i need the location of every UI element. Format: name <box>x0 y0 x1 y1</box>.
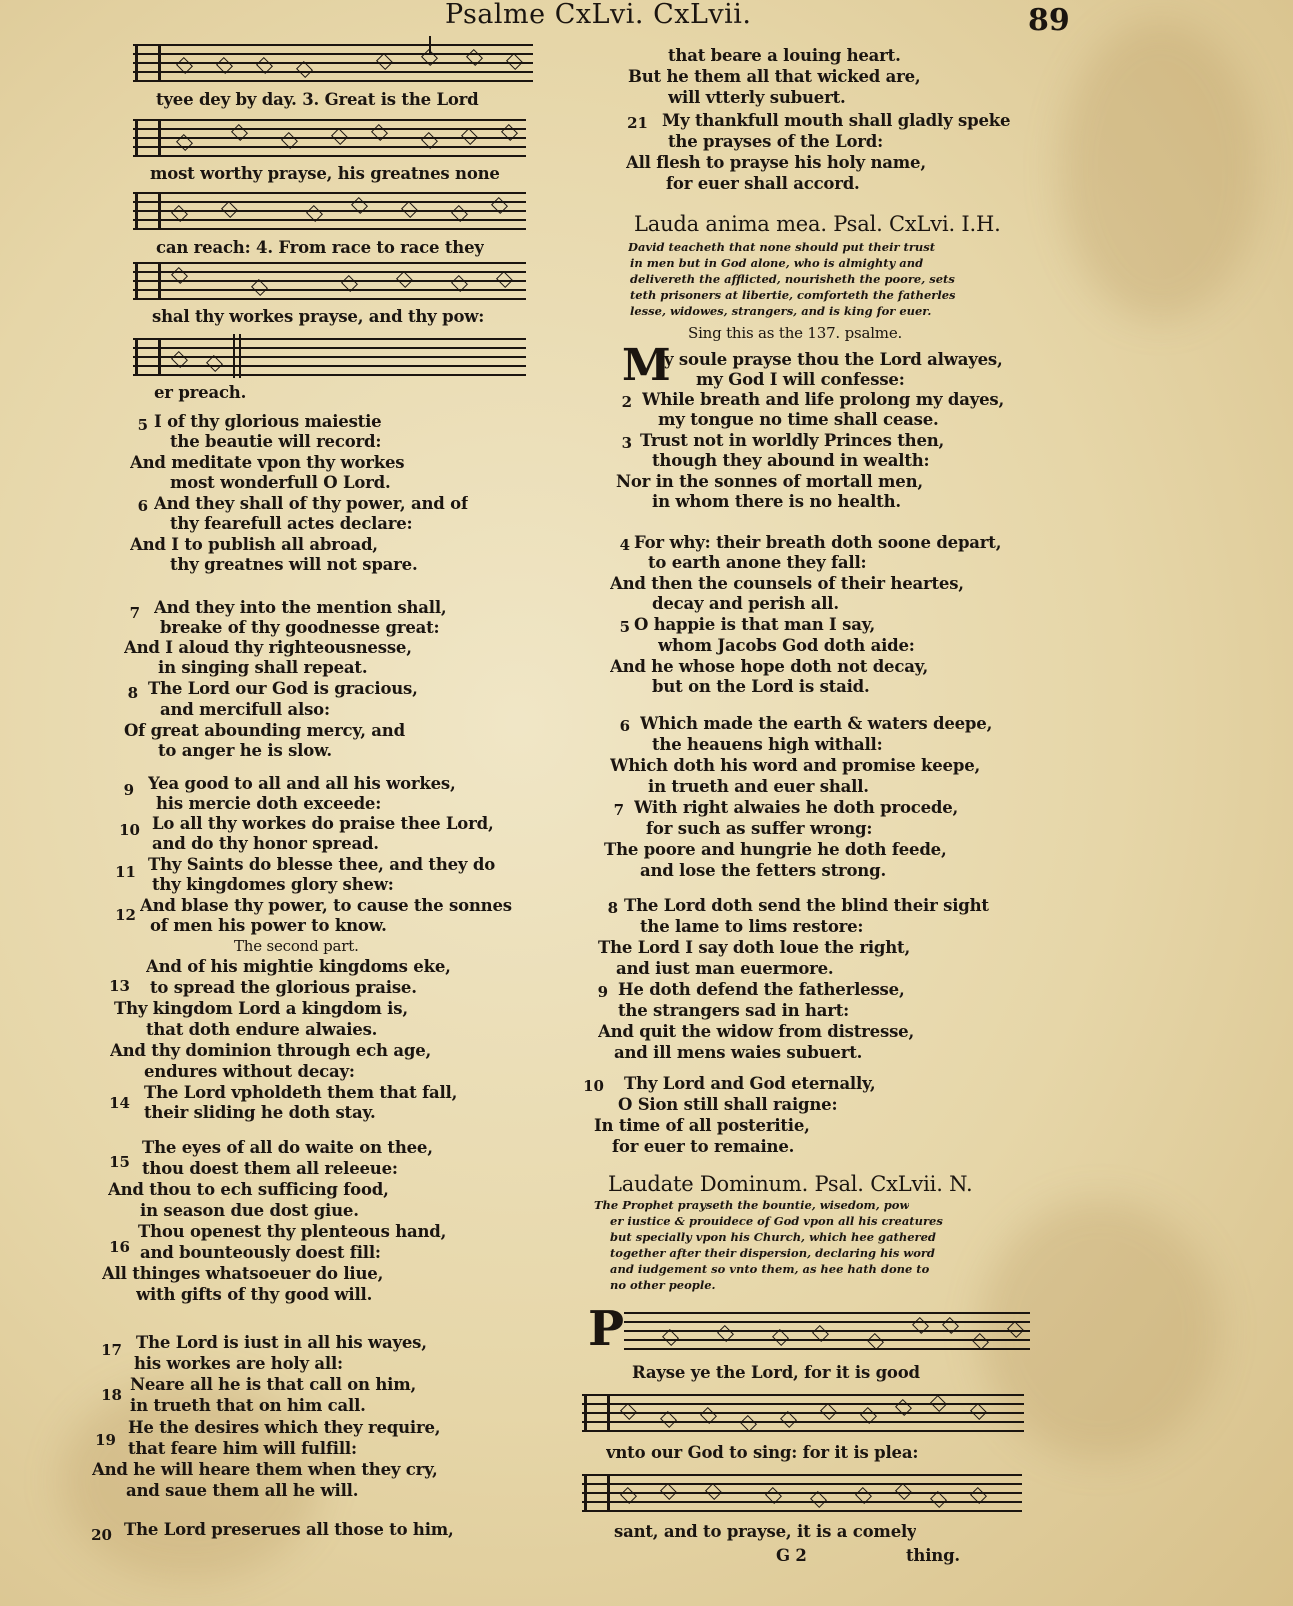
verse-line: thy fearefull actes declare: <box>170 514 413 533</box>
lyric-line: vnto our God to sing: for it is plea: <box>606 1443 919 1462</box>
verse-line: the strangers sad in hart: <box>618 1001 850 1020</box>
music-staff <box>133 188 526 232</box>
verse-line: thy greatnes will not spare. <box>170 555 418 574</box>
verse-number: 19 <box>95 1431 116 1449</box>
verse-line: for euer shall accord. <box>666 174 860 193</box>
verse-line: He the desires which they require, <box>128 1418 441 1437</box>
verse-line: for euer to remaine. <box>612 1137 795 1156</box>
lyric-line: shal thy workes prayse, and thy pow: <box>152 307 485 326</box>
verse-line: The Lord I say doth loue the right, <box>598 938 911 957</box>
psalm-argument: but specially vpon his Church, which hee gathered <box>610 1230 936 1244</box>
verse-line: to spread the glorious praise. <box>150 978 417 997</box>
verse-number: 20 <box>91 1526 112 1544</box>
verse-line: of men his power to know. <box>150 916 387 935</box>
verse-number: 8 <box>607 899 618 917</box>
verse-number: 18 <box>101 1386 122 1404</box>
verse-line: endures without decay: <box>144 1062 355 1081</box>
verse-number: 11 <box>115 863 136 881</box>
verse-line: and mercifull also: <box>160 700 330 719</box>
verse-line: And I to publish all abroad, <box>130 535 378 554</box>
verse-line: Lo all thy workes do praise thee Lord, <box>152 814 494 833</box>
verse-number: 10 <box>583 1077 604 1095</box>
page-number: 89 <box>1028 3 1070 38</box>
verse-line: his workes are holy all: <box>134 1354 343 1373</box>
verse-line: While breath and life prolong my dayes, <box>642 390 1005 409</box>
verse-number: 6 <box>619 717 630 735</box>
verse-line: his mercie doth exceede: <box>156 794 382 813</box>
verse-line: though they abound in wealth: <box>652 451 930 470</box>
verse-line: my God I will confesse: <box>696 370 905 389</box>
verse-line: Thou openest thy plenteous hand, <box>138 1222 447 1241</box>
verse-line: And I aloud thy righteousnesse, <box>124 638 412 657</box>
verse-line: and saue them all he will. <box>126 1481 359 1500</box>
lyric-line: can reach: 4. From race to race they <box>156 238 484 257</box>
verse-line: in trueth and euer shall. <box>648 777 869 796</box>
verse-number: 6 <box>137 497 148 515</box>
verse-line: y soule prayse thou the Lord alwayes, <box>664 350 1003 369</box>
verse-line: With right alwaies he doth procede, <box>634 798 959 817</box>
verse-number: 10 <box>119 821 140 839</box>
verse-line: And blase thy power, to cause the sonnes <box>140 896 512 915</box>
verse-line: and do thy honor spread. <box>152 834 379 853</box>
verse-line: breake of thy goodnesse great: <box>160 618 440 637</box>
verse-number: 9 <box>597 983 608 1001</box>
verse-line: And thy dominion through ech age, <box>110 1041 432 1060</box>
verse-line: the beautie will record: <box>170 432 382 451</box>
verse-line: will vtterly subuert. <box>668 88 846 107</box>
verse-number: 15 <box>109 1153 130 1171</box>
verse-number: 4 <box>619 536 630 554</box>
verse-line: O Sion still shall raigne: <box>618 1095 838 1114</box>
verse-number: 13 <box>109 977 130 995</box>
verse-line: Thy Saints do blesse thee, and they do <box>148 855 496 874</box>
verse-line: whom Jacobs God doth aide: <box>658 636 915 655</box>
verse-line: And of his mightie kingdoms eke, <box>146 957 451 976</box>
music-staff <box>582 1390 1024 1434</box>
verse-number: 7 <box>613 801 624 819</box>
verse-line: Nor in the sonnes of mortall men, <box>616 472 923 491</box>
drop-cap: M <box>622 340 671 391</box>
verse-line: And they into the mention shall, <box>154 598 447 617</box>
verse-line: to earth anone they fall: <box>648 553 867 572</box>
music-staff <box>133 258 526 302</box>
verse-number: 9 <box>123 781 134 799</box>
verse-line: Which made the earth & waters deepe, <box>640 714 993 733</box>
psalm-argument: together after their dispersion, declaring his word <box>610 1246 935 1260</box>
lyric-line: tyee dey by day. 3. Great is the Lord <box>156 90 479 109</box>
verse-number: 5 <box>137 416 148 434</box>
verse-line: The Lord vpholdeth them that fall, <box>144 1083 458 1102</box>
verse-line: O happie is that man I say, <box>634 615 876 634</box>
lyric-line: Rayse ye the Lord, for it is good <box>632 1363 920 1382</box>
verse-line: Thy Lord and God eternally, <box>624 1074 876 1093</box>
verse-line: For why: their breath doth soone depart, <box>634 533 1002 552</box>
verse-line: the heauens high withall: <box>652 735 883 754</box>
page-stain <box>1060 20 1260 320</box>
catchword: thing. <box>906 1546 960 1565</box>
verse-line: And he will heare them when they cry, <box>92 1460 438 1479</box>
verse-line: The Lord doth send the blind their sight <box>624 896 989 915</box>
verse-line: The eyes of all do waite on thee, <box>142 1138 433 1157</box>
verse-number: 16 <box>109 1238 130 1256</box>
psalm-argument: no other people. <box>610 1278 716 1292</box>
music-staff <box>133 40 533 84</box>
drop-cap: P <box>588 1301 625 1357</box>
verse-line: for such as suffer wrong: <box>646 819 873 838</box>
verse-line: most wonderfull O Lord. <box>170 473 391 492</box>
psalm-argument: and iudgement so vnto them, as hee hath done to <box>610 1262 930 1276</box>
running-head: Psalme CxLvi. CxLvii. <box>445 0 752 30</box>
verse-number: 5 <box>619 618 630 636</box>
verse-number: 7 <box>129 604 140 622</box>
verse-line: The Lord is iust in all his wayes, <box>136 1333 427 1352</box>
verse-line: In time of all posteritie, <box>594 1116 810 1135</box>
verse-line: my tongue no time shall cease. <box>658 410 939 429</box>
verse-line: My thankfull mouth shall gladly speke <box>662 111 1011 130</box>
verse-line: that feare him will fulfill: <box>128 1439 357 1458</box>
psalm-argument: delivereth the afflicted, nourisheth the poore, sets <box>630 272 955 286</box>
verse-line: and bounteously doest fill: <box>140 1243 381 1262</box>
verse-line: in season due dost giue. <box>140 1201 359 1220</box>
verse-line: And meditate vpon thy workes <box>130 453 405 472</box>
verse-line: the prayses of the Lord: <box>668 132 884 151</box>
verse-line: in whom there is no health. <box>652 492 901 511</box>
verse-number: 3 <box>621 434 632 452</box>
verse-number: 14 <box>109 1094 130 1112</box>
verse-number: 17 <box>101 1341 122 1359</box>
verse-line: All thinges whatsoeuer do liue, <box>102 1264 384 1283</box>
verse-line: Thy kingdom Lord a kingdom is, <box>114 999 408 1018</box>
verse-number: 12 <box>115 906 136 924</box>
verse-number: 21 <box>627 114 648 132</box>
verse-line: that beare a louing heart. <box>668 46 901 65</box>
verse-line: Trust not in worldly Princes then, <box>640 431 945 450</box>
psalm-title: Laudate Dominum. Psal. CxLvii. N. <box>608 1172 973 1196</box>
verse-line: Neare all he is that call on him, <box>130 1375 417 1394</box>
verse-line: Of great abounding mercy, and <box>124 721 405 740</box>
verse-line: The Lord our God is gracious, <box>148 679 418 698</box>
psalm-argument: David teacheth that none should put their trust <box>628 240 936 254</box>
verse-line: in singing shall repeat. <box>158 658 368 677</box>
verse-line: He doth defend the fatherlesse, <box>618 980 905 999</box>
verse-line: to anger he is slow. <box>158 741 332 760</box>
verse-line: their sliding he doth stay. <box>144 1103 376 1122</box>
verse-line: thou doest them all releeue: <box>142 1159 398 1178</box>
verse-line: And thou to ech sufficing food, <box>108 1180 389 1199</box>
psalm-argument: er iustice & prouidece of God vpon all his creatures <box>610 1214 943 1228</box>
verse-line: The poore and hungrie he doth feede, <box>604 840 947 859</box>
verse-line: All flesh to prayse his holy name, <box>626 153 926 172</box>
music-staff <box>133 334 526 378</box>
music-staff <box>133 115 526 159</box>
lyric-line: er preach. <box>154 383 247 402</box>
section-heading: The second part. <box>234 937 359 955</box>
verse-line: decay and perish all. <box>652 594 839 613</box>
verse-number: 8 <box>127 684 138 702</box>
verse-line: and iust man euermore. <box>616 959 834 978</box>
psalm-argument: teth prisoners at libertie, comforteth the fatherles <box>630 288 956 302</box>
verse-line: And then the counsels of their heartes, <box>610 574 964 593</box>
music-staff <box>582 1470 1022 1514</box>
verse-line: that doth endure alwaies. <box>146 1020 378 1039</box>
verse-line: thy kingdomes glory shew: <box>152 875 394 894</box>
lyric-line: most worthy prayse, his greatnes none <box>150 164 500 183</box>
verse-number: 2 <box>621 393 632 411</box>
verse-line: but on the Lord is staid. <box>652 677 870 696</box>
psalm-argument: lesse, widowes, strangers, and is king for euer. <box>630 304 932 318</box>
signature-mark: G 2 <box>776 1546 807 1565</box>
verse-line: But he them all that wicked are, <box>628 67 921 86</box>
verse-line: And they shall of thy power, and of <box>154 494 468 513</box>
verse-line: And quit the widow from distresse, <box>598 1022 914 1041</box>
verse-line: Yea good to all and all his workes, <box>148 774 456 793</box>
verse-line: Which doth his word and promise keepe, <box>610 756 981 775</box>
music-staff <box>624 1308 1030 1352</box>
psalm-title: Lauda anima mea. Psal. CxLvi. I.H. <box>634 212 1001 236</box>
verse-line: and lose the fetters strong. <box>640 861 886 880</box>
verse-line: The Lord preserues all those to him, <box>124 1520 454 1539</box>
verse-line: the lame to lims restore: <box>640 917 864 936</box>
verse-line: and ill mens waies subuert. <box>614 1043 863 1062</box>
verse-line: with gifts of thy good will. <box>136 1285 373 1304</box>
verse-line: And he whose hope doth not decay, <box>610 657 929 676</box>
psalm-argument: in men but in God alone, who is almighty and <box>630 256 924 270</box>
verse-line: in trueth that on him call. <box>130 1396 366 1415</box>
lyric-line: sant, and to prayse, it is a comely <box>614 1522 917 1541</box>
verse-line: I of thy glorious maiestie <box>154 412 382 431</box>
psalm-argument: The Prophet prayseth the bountie, wisedom, pow <box>594 1198 910 1212</box>
tune-direction: Sing this as the 137. psalme. <box>688 324 903 342</box>
